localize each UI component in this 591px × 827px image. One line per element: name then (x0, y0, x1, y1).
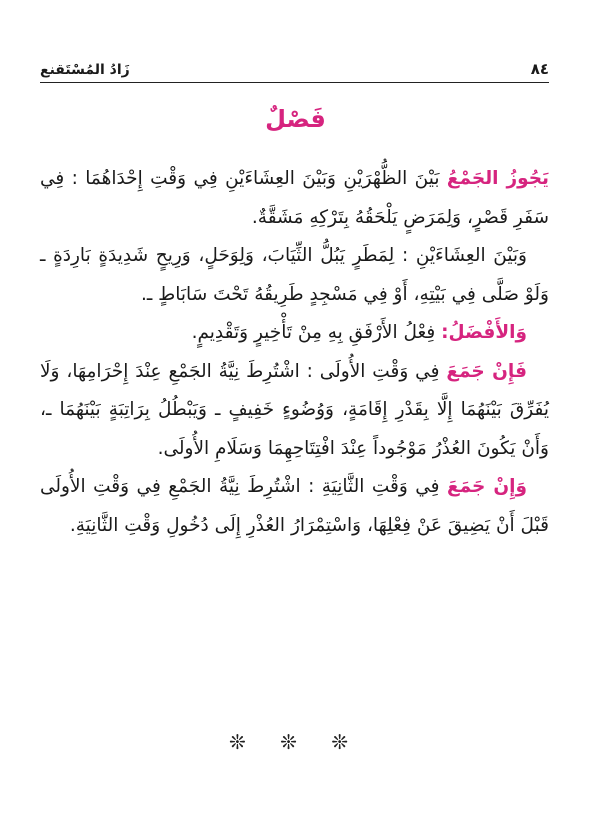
paragraph-1 (40, 160, 549, 237)
paragraph-4 (40, 353, 549, 469)
paragraph-text: فِي وَقْتِ الأُولَى : اشْتُرِطَ نِيَّةُ الجَمْعِ عِنْدَ إِحْرَامِهَا، وَلَا يُفَرِّقَ بَيْنَهُمَا إِلَّا بِقَدْرِ إِقَامَةٍ، وَوُضُوءٍ خَفِيفٍ ـ وَيَبْطُلُ بِرَاتِبَةٍ بَيْنَهُمَا ـ، وَأَنْ يَكُونَ العُذْرُ مَوْجُوداً عِنْدَ افْتِتَاحِهِمَا وَسَلَامِ الأُولَى. (40, 360, 549, 459)
highlight-term: فَإِنْ جَمَعَ (446, 360, 527, 382)
end-ornament: ❊ ❊ ❊ (229, 730, 362, 754)
paragraph-3 (40, 314, 549, 353)
running-header (40, 52, 549, 83)
book-title: زَادُ المُسْتَقنع (40, 62, 130, 78)
highlight-term: وَإِنْ جَمَعَ (446, 476, 527, 497)
paragraph-2 (40, 237, 549, 314)
highlight-term: وَالأَفْضَلُ: (441, 322, 527, 343)
paragraph-text: بَيْنَ الظُّهْرَيْنِ وَبَيْنَ العِشَاءَيْنِ فِي وَقْتِ إِحْدَاهُمَا : فِي سَفَرِ قَصْرٍ، وَلِمَرَضٍ يَلْحَقُهُ بِتَرْكِهِ مَشَقَّةٌ. (40, 168, 549, 228)
paragraph-text: وَبَيْنَ العِشَاءَيْنِ : لِمَطَرٍ يَبُلُّ الثِّيَابَ، وَلِوَحَلٍ، وَرِيحٍ شَدِيدَةٍ بَارِدَةٍ ـ وَلَوْ صَلَّى فِي بَيْتِهِ، أَوْ فِي مَسْجِدٍ طَرِيقُهُ تَحْتَ سَابَاطٍ ـ. (40, 245, 549, 305)
highlight-term: يَجُوزُ الجَمْعُ (446, 168, 549, 189)
paragraph-5 (40, 468, 549, 545)
paragraph-text: فِي وَقْتِ الثَّانِيَةِ : اشْتُرِطَ نِيَّةُ الجَمْعِ فِي وَقْتِ الأُولَى قَبْلَ أَنْ يَضِيقَ عَنْ فِعْلِهَا، وَاسْتِمْرَارُ العُذْرِ إِلَى دُخُولِ وَقْتِ الثَّانِيَةِ. (40, 476, 549, 536)
page-number: ٨٤ (530, 60, 549, 78)
paragraph-text: فِعْلُ الأَرْفَقِ بِهِ مِنْ تَأْخِيرٍ وَتَقْدِيمٍ. (191, 322, 442, 343)
body-text (40, 160, 549, 545)
section-title: فَصْلٌ (265, 105, 326, 133)
